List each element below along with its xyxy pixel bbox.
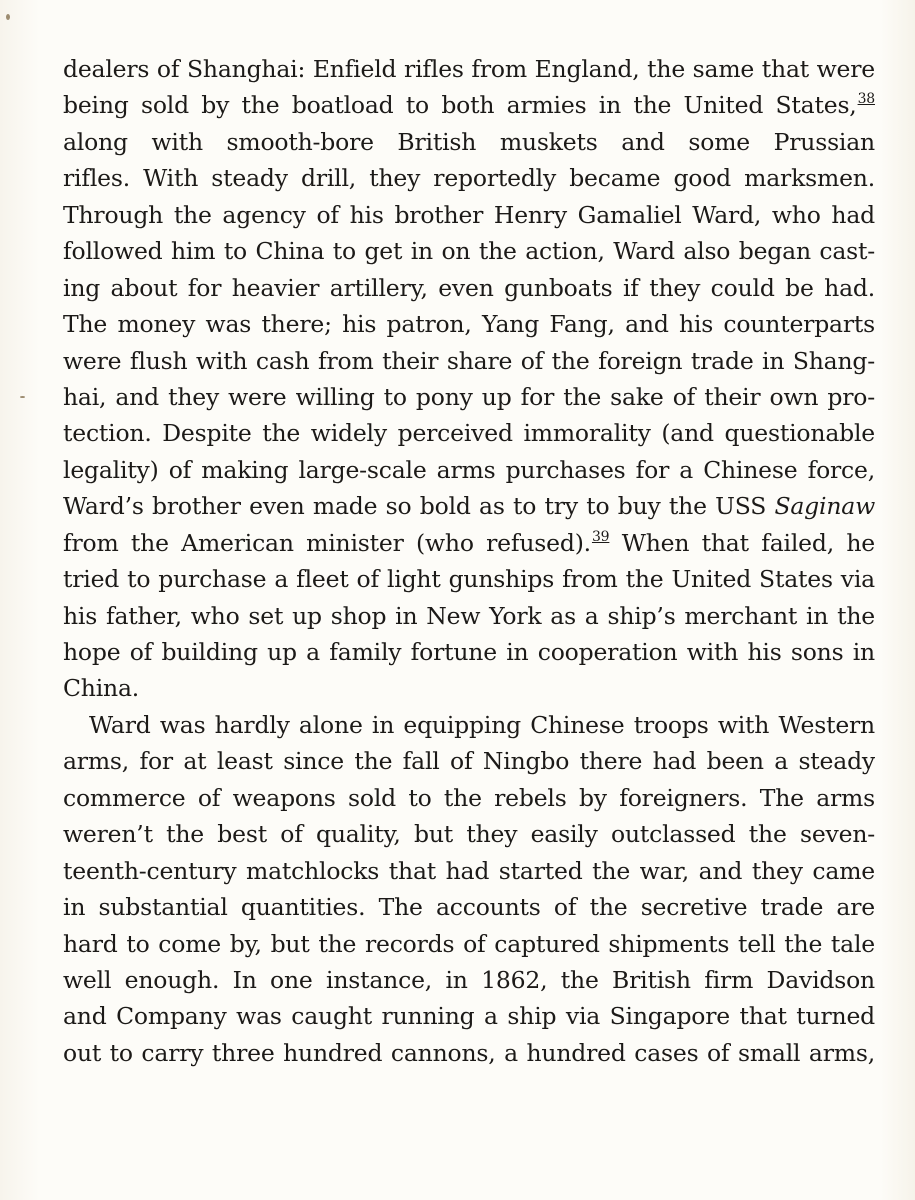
- text-line: were flush with cash from their share of the foreign trade in Shang-: [63, 346, 875, 375]
- text-line: arms, for at least since the fall of Ningbo there had been a steady: [63, 747, 875, 776]
- footnote-ref-39[interactable]: 39: [591, 528, 610, 545]
- text-line: hard to come by, but the records of captured shipments tell the tale: [63, 929, 875, 958]
- body-text: [63, 51, 875, 1071]
- paragraph-1: [63, 51, 875, 707]
- text-line: rifles. With steady drill, they reportedly became good marksmen.: [63, 164, 875, 193]
- paper-speck: [20, 396, 25, 398]
- text-line: in substantial quantities. The accounts of the secretive trade are: [63, 893, 875, 922]
- text-line: followed him to China to get in on the action, Ward also began cast-: [63, 237, 875, 266]
- text-line: dealers of Shanghai: Enfield rifles from England, the same that were: [63, 55, 875, 83]
- text-line: Ward was hardly alone in equipping Chinese troops with Western: [89, 710, 875, 739]
- text-line: weren’t the best of quality, but they easily outclassed the seven-: [63, 820, 875, 849]
- text-line: Through the agency of his brother Henry Gamaliel Ward, who had: [63, 200, 875, 229]
- text-line: The money was there; his patron, Yang Fang, and his counterparts: [63, 310, 875, 339]
- text-segment: When that failed, he: [609, 528, 875, 557]
- text-segment: Ward’s brother even made so bold as to try to buy the USS: [63, 492, 767, 521]
- text-line: [63, 87, 875, 123]
- text-segment: being sold by the boatload to both armies in the United States,: [63, 91, 857, 120]
- paper-speck: [6, 14, 10, 20]
- text-line: tection. Despite the widely perceived immorality (and questionable: [63, 419, 875, 448]
- text-line: out to carry three hundred cannons, a hundred cases of small arms,: [63, 1038, 875, 1067]
- text-line: China.: [63, 674, 140, 703]
- text-line: ing about for heavier artillery, even gunboats if they could be had.: [63, 273, 875, 302]
- text-line: his father, who set up shop in New York as a ship’s merchant in the: [63, 601, 875, 630]
- text-line: teenth-century matchlocks that had started the war, and they came: [63, 856, 875, 885]
- text-line: well enough. In one instance, in 1862, the British firm Davidson: [63, 965, 875, 994]
- text-line: [63, 488, 875, 524]
- text-line: hope of building up a family fortune in cooperation with his sons in: [63, 638, 875, 666]
- paragraph-2: [63, 707, 875, 1071]
- text-line: along with smooth-bore British muskets and some Prussian: [63, 127, 875, 156]
- text-segment: from the American minister (who refused).: [63, 528, 591, 557]
- text-line: [63, 525, 875, 561]
- text-line: hai, and they were willing to pony up for the sake of their own pro-: [63, 382, 875, 411]
- ship-name: Saginaw: [774, 492, 875, 521]
- text-line: tried to purchase a fleet of light gunships from the United States via: [63, 565, 875, 594]
- text-line: commerce of weapons sold to the rebels by foreigners. The arms: [63, 783, 875, 812]
- text-line: and Company was caught running a ship via Singapore that turned: [63, 1002, 875, 1031]
- footnote-ref-38[interactable]: 38: [857, 91, 875, 108]
- text-line: legality) of making large-scale arms purchases for a Chinese force,: [63, 455, 875, 484]
